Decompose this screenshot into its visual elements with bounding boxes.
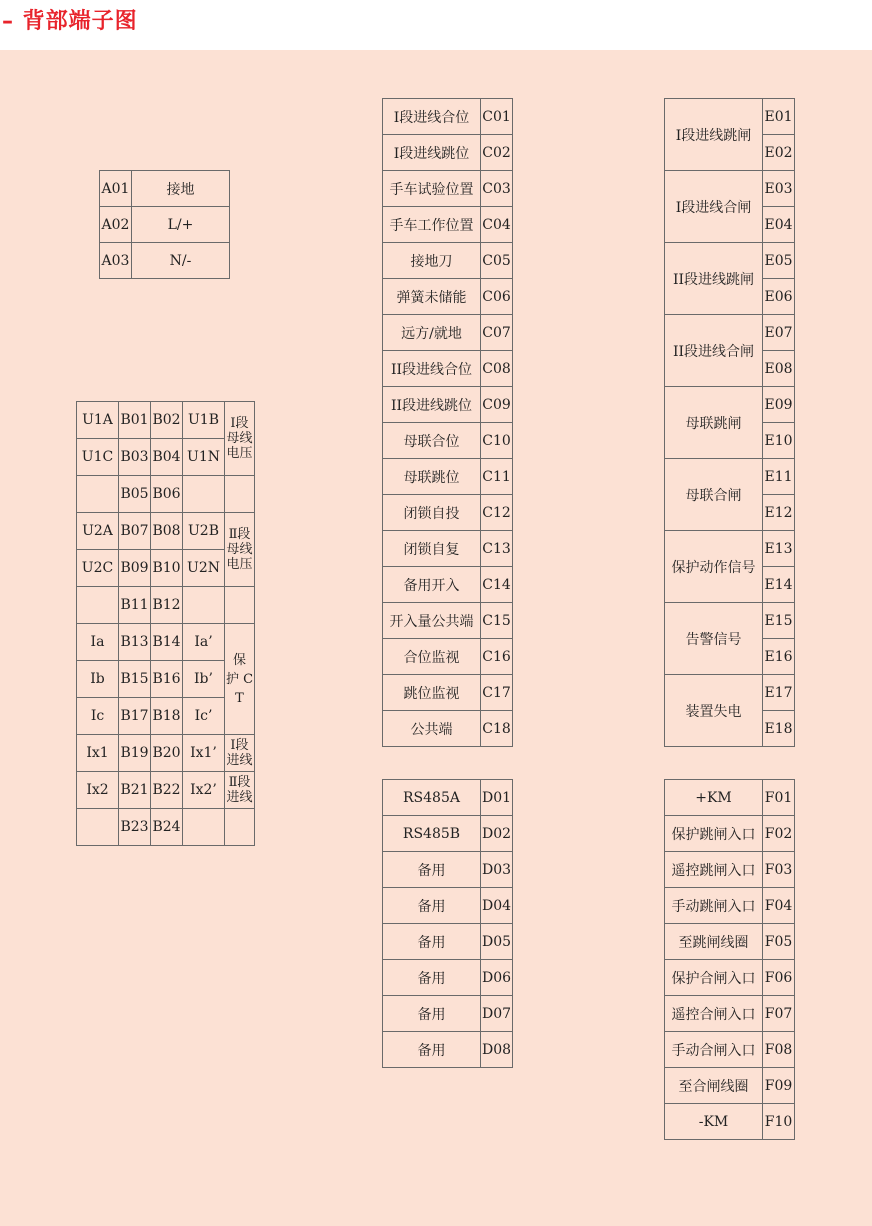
terminal-label: 备用: [383, 888, 481, 924]
terminal-code: B16: [151, 661, 183, 698]
empty-cell: [225, 587, 255, 624]
terminal-row: [383, 780, 513, 816]
terminal-code: E14: [763, 567, 795, 603]
terminal-row: [100, 207, 230, 243]
group-label-incoming1: Ⅰ段 进线: [225, 735, 255, 772]
terminal-code: B22: [151, 772, 183, 809]
terminal-code: B14: [151, 624, 183, 661]
terminal-code: B07: [119, 513, 151, 550]
terminal-code: B03: [119, 439, 151, 476]
terminal-code: F06: [763, 960, 795, 996]
terminal-code: F05: [763, 924, 795, 960]
terminal-code: E08: [763, 351, 795, 387]
terminal-code: E05: [763, 243, 795, 279]
terminal-code: C13: [481, 531, 513, 567]
terminal-code: D07: [481, 996, 513, 1032]
terminal-code: C18: [481, 711, 513, 747]
group-label-protect-ct: 保 护 CT: [225, 624, 255, 735]
terminal-label: 闭锁自复: [383, 531, 481, 567]
terminal-code: C07: [481, 315, 513, 351]
empty-cell: [225, 809, 255, 846]
terminal-label: 手车试验位置: [383, 171, 481, 207]
terminal-row: [665, 780, 795, 816]
terminal-label: N/-: [132, 243, 230, 279]
terminal-row: [665, 960, 795, 996]
terminal-label: 开入量公共端: [383, 603, 481, 639]
terminal-row: [665, 888, 795, 924]
page-header: [0, 0, 872, 50]
terminal-signal: U1N: [183, 439, 225, 476]
terminal-code: B10: [151, 550, 183, 587]
terminal-row: [383, 639, 513, 675]
terminal-signal: Ix1’: [183, 735, 225, 772]
terminal-row: [665, 315, 795, 351]
terminal-row: [383, 459, 513, 495]
terminal-block-e: [664, 98, 795, 747]
terminal-label: II段进线合位: [383, 351, 481, 387]
terminal-code: F02: [763, 816, 795, 852]
terminal-code: E06: [763, 279, 795, 315]
terminal-code: C12: [481, 495, 513, 531]
terminal-label: I段进线跳位: [383, 135, 481, 171]
terminal-block-f: [664, 779, 795, 1140]
terminal-label: 备用开入: [383, 567, 481, 603]
terminal-code: C11: [481, 459, 513, 495]
terminal-signal: U1C: [77, 439, 119, 476]
terminal-code: B13: [119, 624, 151, 661]
terminal-row: [383, 243, 513, 279]
terminal-signal: U2B: [183, 513, 225, 550]
terminal-code: E12: [763, 495, 795, 531]
terminal-label: 遥控跳闸入口: [665, 852, 763, 888]
terminal-row: [383, 960, 513, 996]
terminal-row: [383, 279, 513, 315]
terminal-row: [665, 924, 795, 960]
terminal-label: I段进线合闸: [665, 171, 763, 243]
terminal-row: [665, 459, 795, 495]
terminal-code: B05: [119, 476, 151, 513]
terminal-row: [383, 603, 513, 639]
terminal-code: C10: [481, 423, 513, 459]
terminal-code: C16: [481, 639, 513, 675]
terminal-signal: Ix2’: [183, 772, 225, 809]
terminal-label: 母联跳闸: [665, 387, 763, 459]
terminal-signal: Ic: [77, 698, 119, 735]
terminal-signal: U1A: [77, 402, 119, 439]
terminal-label: 备用: [383, 960, 481, 996]
terminal-label: 备用: [383, 1032, 481, 1068]
terminal-signal: Ix2: [77, 772, 119, 809]
terminal-row: [383, 711, 513, 747]
terminal-code: B11: [119, 587, 151, 624]
terminal-code: C15: [481, 603, 513, 639]
terminal-label: 母联合位: [383, 423, 481, 459]
terminal-code: B15: [119, 661, 151, 698]
terminal-label: 远方/就地: [383, 315, 481, 351]
terminal-code: B08: [151, 513, 183, 550]
terminal-row: [100, 171, 230, 207]
terminal-row: [383, 852, 513, 888]
terminal-code: F09: [763, 1068, 795, 1104]
terminal-label: 至跳闸线圈: [665, 924, 763, 960]
terminal-code: B04: [151, 439, 183, 476]
terminal-label: 保护动作信号: [665, 531, 763, 603]
terminal-code: D05: [481, 924, 513, 960]
terminal-code: D01: [481, 780, 513, 816]
terminal-code: E10: [763, 423, 795, 459]
terminal-code: F01: [763, 780, 795, 816]
terminal-row: [383, 675, 513, 711]
terminal-row: [383, 423, 513, 459]
terminal-row: [383, 888, 513, 924]
terminal-code: E03: [763, 171, 795, 207]
terminal-row: [383, 99, 513, 135]
terminal-label: RS485B: [383, 816, 481, 852]
terminal-row: [383, 135, 513, 171]
terminal-row: [665, 996, 795, 1032]
terminal-code: B06: [151, 476, 183, 513]
terminal-row: [665, 387, 795, 423]
terminal-row: [383, 315, 513, 351]
terminal-row: [383, 387, 513, 423]
terminal-label: 公共端: [383, 711, 481, 747]
terminal-row: [665, 531, 795, 567]
terminal-code: B21: [119, 772, 151, 809]
terminal-code: E17: [763, 675, 795, 711]
terminal-label: 备用: [383, 852, 481, 888]
terminal-row: [383, 924, 513, 960]
terminal-row: [383, 996, 513, 1032]
terminal-label: 手动跳闸入口: [665, 888, 763, 924]
terminal-signal: Ix1: [77, 735, 119, 772]
terminal-row: [665, 603, 795, 639]
terminal-code: B01: [119, 402, 151, 439]
terminal-signal: U1B: [183, 402, 225, 439]
group-label-bus2-voltage: Ⅱ段 母线 电压: [225, 513, 255, 587]
terminal-code: C08: [481, 351, 513, 387]
terminal-code: E07: [763, 315, 795, 351]
empty-cell: [225, 476, 255, 513]
terminal-code: E09: [763, 387, 795, 423]
terminal-label: 母联跳位: [383, 459, 481, 495]
terminal-row: [665, 1104, 795, 1140]
terminal-row: [665, 171, 795, 207]
terminal-signal: Ic’: [183, 698, 225, 735]
terminal-code: C05: [481, 243, 513, 279]
group-label-incoming2: Ⅱ段 进线: [225, 772, 255, 809]
terminal-label: +KM: [665, 780, 763, 816]
page-title: – 背部端子图: [2, 9, 138, 34]
terminal-label: L/+: [132, 207, 230, 243]
terminal-label: 接地: [132, 171, 230, 207]
terminal-code: B19: [119, 735, 151, 772]
terminal-code: F08: [763, 1032, 795, 1068]
terminal-code: E02: [763, 135, 795, 171]
terminal-signal: [77, 809, 119, 846]
terminal-row: [665, 1068, 795, 1104]
terminal-code: B17: [119, 698, 151, 735]
terminal-row: [383, 351, 513, 387]
terminal-code: B12: [151, 587, 183, 624]
terminal-label: 合位监视: [383, 639, 481, 675]
terminal-block-b: [76, 401, 255, 846]
terminal-label: II段进线合闸: [665, 315, 763, 387]
terminal-code: B18: [151, 698, 183, 735]
terminal-block-d: [382, 779, 513, 1068]
terminal-code: C06: [481, 279, 513, 315]
terminal-code: B24: [151, 809, 183, 846]
terminal-row: [383, 531, 513, 567]
terminal-label: 装置失电: [665, 675, 763, 747]
terminal-code: D06: [481, 960, 513, 996]
terminal-code: A02: [100, 207, 132, 243]
terminal-code: B20: [151, 735, 183, 772]
terminal-label: 手动合闸入口: [665, 1032, 763, 1068]
terminal-signal: [77, 476, 119, 513]
terminal-signal: U2A: [77, 513, 119, 550]
terminal-code: E18: [763, 711, 795, 747]
terminal-code: D02: [481, 816, 513, 852]
terminal-signal: Ib’: [183, 661, 225, 698]
terminal-label: 告警信号: [665, 603, 763, 675]
terminal-code: E15: [763, 603, 795, 639]
terminal-label: 闭锁自投: [383, 495, 481, 531]
terminal-signal: [183, 809, 225, 846]
terminal-code: E13: [763, 531, 795, 567]
terminal-label: 保护跳闸入口: [665, 816, 763, 852]
terminal-code: B23: [119, 809, 151, 846]
terminal-code: A01: [100, 171, 132, 207]
terminal-signal: [183, 587, 225, 624]
terminal-label: I段进线合位: [383, 99, 481, 135]
terminal-label: -KM: [665, 1104, 763, 1140]
terminal-label: 备用: [383, 924, 481, 960]
terminal-label: 接地刀: [383, 243, 481, 279]
terminal-signal: Ia: [77, 624, 119, 661]
terminal-block-a: [99, 170, 230, 279]
terminal-label: 母联合闸: [665, 459, 763, 531]
terminal-row: [665, 816, 795, 852]
terminal-code: E04: [763, 207, 795, 243]
terminal-signal: U2N: [183, 550, 225, 587]
terminal-code: F04: [763, 888, 795, 924]
terminal-row: [383, 495, 513, 531]
terminal-code: C17: [481, 675, 513, 711]
terminal-label: 手车工作位置: [383, 207, 481, 243]
terminal-code: C02: [481, 135, 513, 171]
terminal-row: [383, 567, 513, 603]
terminal-label: 弹簧未储能: [383, 279, 481, 315]
terminal-code: C04: [481, 207, 513, 243]
terminal-row: [100, 243, 230, 279]
terminal-code: F10: [763, 1104, 795, 1140]
terminal-signal: Ib: [77, 661, 119, 698]
terminal-code: D08: [481, 1032, 513, 1068]
terminal-label: I段进线跳闸: [665, 99, 763, 171]
terminal-label: 保护合闸入口: [665, 960, 763, 996]
terminal-code: C09: [481, 387, 513, 423]
terminal-row: [665, 99, 795, 135]
terminal-code: F07: [763, 996, 795, 1032]
terminal-label: II段进线跳闸: [665, 243, 763, 315]
terminal-code: C14: [481, 567, 513, 603]
terminal-code: E16: [763, 639, 795, 675]
terminal-row: [665, 852, 795, 888]
terminal-code: B09: [119, 550, 151, 587]
terminal-signal: Ia’: [183, 624, 225, 661]
terminal-code: B02: [151, 402, 183, 439]
terminal-label: 至合闸线圈: [665, 1068, 763, 1104]
terminal-code: E01: [763, 99, 795, 135]
terminal-code: C03: [481, 171, 513, 207]
terminal-label: 遥控合闸入口: [665, 996, 763, 1032]
terminal-label: RS485A: [383, 780, 481, 816]
terminal-signal: [77, 587, 119, 624]
terminal-signal: U2C: [77, 550, 119, 587]
terminal-row: [383, 816, 513, 852]
terminal-block-c: [382, 98, 513, 747]
terminal-row: [383, 1032, 513, 1068]
terminal-row: [383, 207, 513, 243]
terminal-label: 跳位监视: [383, 675, 481, 711]
group-label-bus1-voltage: Ⅰ段 母线 电压: [225, 402, 255, 476]
terminal-code: D03: [481, 852, 513, 888]
terminal-label: II段进线跳位: [383, 387, 481, 423]
terminal-signal: [183, 476, 225, 513]
terminal-row: [383, 171, 513, 207]
terminal-row: [665, 675, 795, 711]
terminal-code: D04: [481, 888, 513, 924]
terminal-code: A03: [100, 243, 132, 279]
terminal-row: [665, 1032, 795, 1068]
terminal-code: C01: [481, 99, 513, 135]
terminal-code: E11: [763, 459, 795, 495]
terminal-code: F03: [763, 852, 795, 888]
terminal-row: [665, 243, 795, 279]
terminal-label: 备用: [383, 996, 481, 1032]
